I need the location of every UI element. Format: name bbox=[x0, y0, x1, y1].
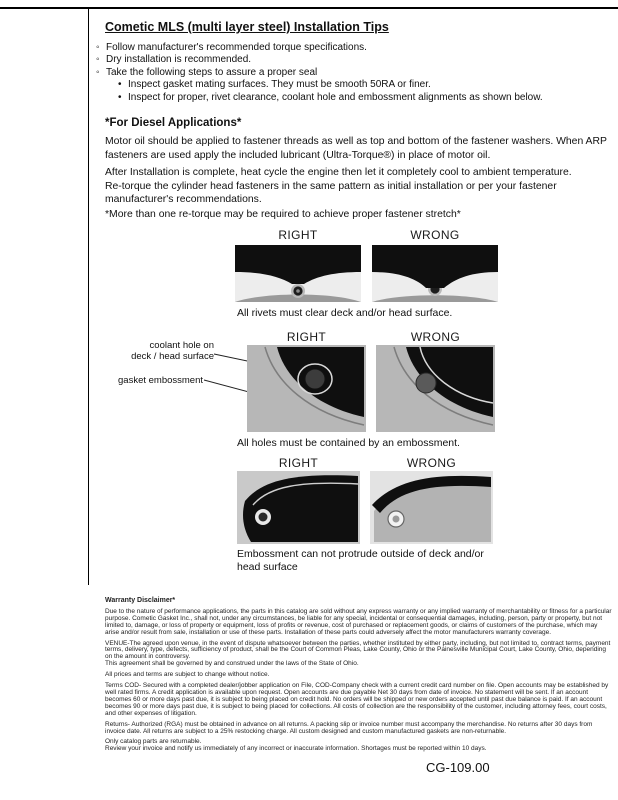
rivet-clearance-right-diagram bbox=[235, 245, 361, 302]
embossment-protrusion-wrong-diagram bbox=[370, 471, 493, 544]
right-column-label: RIGHT bbox=[278, 456, 319, 470]
legal-paragraph: Terms COD- Secured with a completed dealer/jobber application on File, COD-Company check with a current credit card number on file. Open accounts may be established by well rated firms. A credit application is available upon request. Open accounts are due payable Net 30 days from date of invoice. No statement will be sent. If an account becomes 60 or more days past due, it is subject to being placed on credit hold. No orders will be shipped or new orders accepted until past due balance is paid. If an account becomes 90 or more days past due, it is subject to being placed for collections. All costs of collection are the responsibility of the customer, including attorney fees, court costs, and other expenses of litigation. bbox=[105, 682, 609, 717]
right-column-label: RIGHT bbox=[278, 228, 318, 242]
rivet-clearance-wrong-diagram bbox=[372, 245, 498, 302]
list-item bbox=[118, 92, 601, 104]
legal-paragraph: Only catalog parts are returnable. bbox=[105, 738, 202, 746]
tips-list bbox=[96, 42, 601, 104]
tip-text: Dry installation is recommended. bbox=[106, 54, 252, 66]
retorque-note: *More than one re-torque may be required to achieve proper fastener stretch* bbox=[105, 209, 461, 220]
sub-bullet-marker-icon: • bbox=[118, 79, 122, 91]
coolant-hole-label: coolant hole on deck / head surface bbox=[131, 340, 214, 362]
warranty-disclaimer-section bbox=[105, 598, 613, 753]
top-border-line bbox=[0, 7, 618, 9]
page-title: Cometic MLS (multi layer steel) Installation Tips bbox=[105, 20, 389, 34]
legal-paragraph: All prices and terms are subject to change without notice. bbox=[105, 671, 270, 679]
bolt-hole-circle bbox=[393, 516, 400, 523]
gasket-embossment-label: gasket embossment bbox=[118, 375, 204, 386]
row3-caption: Embossment can not protrude outside of deck and/or head surface bbox=[237, 548, 484, 573]
list-item bbox=[96, 67, 601, 79]
embossment-protrusion-right-diagram bbox=[237, 471, 360, 544]
embossment-containment-wrong-diagram bbox=[376, 345, 495, 432]
legal-paragraph: VENUE-The agreed upon venue, in the event of dispute whatsoever between the parties, whether instituted by either party, including, but not limited to, contract terms, payment terms, delivery, type, defects, sufficiency of product, shall be the Court of Common Pleas, Lake County, Ohio or the Painesville Municipal Court, Lake County, Ohio, depending on the amount in controversy. bbox=[105, 639, 611, 661]
wrong-column-label: WRONG bbox=[410, 330, 461, 344]
warranty-disclaimer-title: Warranty Disclaimer* bbox=[105, 597, 176, 604]
right-column-label: RIGHT bbox=[286, 330, 327, 344]
sub-bullet-marker-icon: • bbox=[118, 91, 122, 103]
row2-caption: All holes must be contained by an embossment. bbox=[237, 437, 460, 449]
list-item bbox=[96, 54, 601, 66]
list-item bbox=[118, 79, 601, 91]
legal-paragraph: Due to the nature of performance applications, the parts in this catalog are sold without any express warranty or any implied warranty of merchantability or fitness for a particular purpose. Cometic Gasket Inc., shall not, under any circumstances, be liable for any special, incidental or consequential damages, including, person, party or property, but not limited to, damage, or loss of property or equipment, loss of profits or revenue, cost of purchased or replacement goods, or claims of customers of the purchase, which may arise and/or result from sale, installation or use of these parts. Installation of these parts could adversely affect the motor manufacturers warranty coverage. bbox=[105, 607, 612, 636]
page-number: CG-109.00 bbox=[426, 760, 490, 775]
diesel-paragraph-1: Motor oil should be applied to fastener threads as well as top and bottom of the fastener washers. When ARP fasteners are used apply the included lubricant (Ultra-Torque®) in place of motor oil. bbox=[105, 136, 607, 161]
bullet-marker-icon: ◦ bbox=[96, 66, 100, 78]
embossment-containment-right-diagram bbox=[247, 345, 366, 432]
legal-paragraph: This agreement shall be governed by and construed under the laws of the State of Ohio. bbox=[105, 660, 359, 668]
left-border-line bbox=[88, 7, 89, 585]
bolt-hole-circle bbox=[259, 513, 268, 522]
tips-sublist bbox=[118, 79, 601, 104]
diesel-applications-heading: *For Diesel Applications* bbox=[105, 117, 242, 129]
tip-text: Take the following steps to assure a proper seal bbox=[106, 66, 318, 78]
legal-paragraph: Returns- Authorized (RGA) must be obtained in advance on all returns. A packing slip or invoice number must accompany the merchandise. No returns after 30 days from invoice date. All returns are subject to a 25% restocking charge. All custom designed and custom manufactured gaskets are non-returnable. bbox=[105, 720, 593, 735]
diesel-paragraph-2: After Installation is complete, heat cycle the engine then let it completely cool to ambient temperature. Re-torque the cylinder head fasteners in the same pattern as initial installation or per your fastener manufacturer's recommendations. bbox=[105, 167, 572, 206]
row1-caption: All rivets must clear deck and/or head surface. bbox=[237, 307, 453, 319]
list-item bbox=[96, 42, 601, 54]
tip-text: Inspect for proper, rivet clearance, coolant hole and embossment alignments as shown below. bbox=[128, 91, 543, 103]
tip-text: Follow manufacturer's recommended torque specifications. bbox=[106, 42, 367, 53]
tip-text: Inspect gasket mating surfaces. They must be smooth 50RA or finer. bbox=[128, 79, 431, 91]
bullet-marker-icon: ◦ bbox=[96, 54, 100, 66]
wrong-column-label: WRONG bbox=[410, 228, 460, 242]
bullet-marker-icon: ◦ bbox=[96, 42, 100, 53]
wrong-column-label: WRONG bbox=[406, 456, 457, 470]
legal-paragraph: Review your invoice and notify us immediately of any incorrect or inaccurate information. Shortages must be reported within 10 days. bbox=[105, 745, 487, 753]
